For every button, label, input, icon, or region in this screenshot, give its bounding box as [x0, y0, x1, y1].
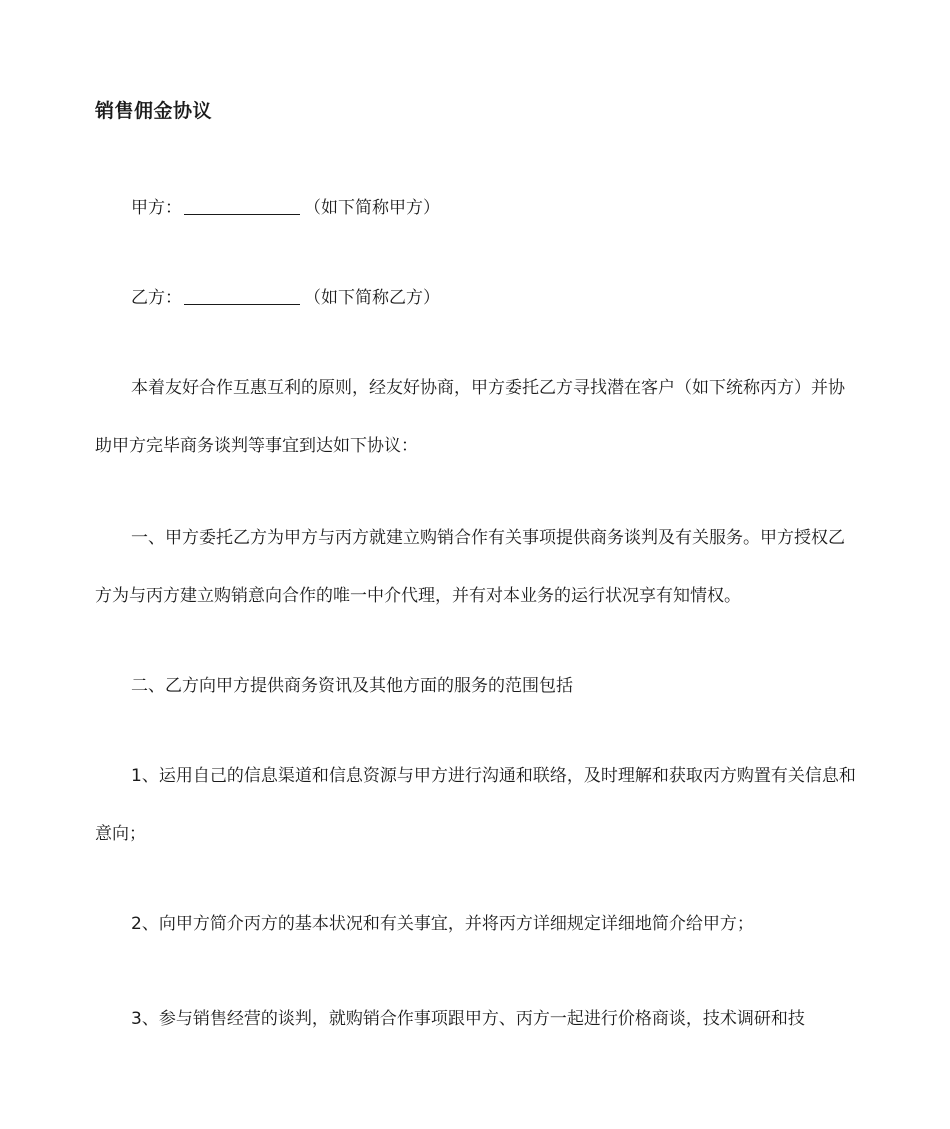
- party-b-label: 乙方：: [131, 288, 182, 308]
- party-a-suffix: （如下简称甲方）: [304, 198, 440, 218]
- party-b-blank-field: [184, 287, 300, 305]
- party-a-line: [95, 179, 859, 237]
- item-1-paragraph: 1、运用自己的信息渠道和信息资源与甲方进行沟通和联络，及时理解和获取丙方购置有关信息和意向；: [95, 766, 856, 844]
- item-3-paragraph: 3、参与销售经营的谈判，就购销合作事项跟甲方、丙方一起进行价格商谈，技术调研和技: [131, 1009, 805, 1029]
- document-title: 销售佣金协议: [95, 100, 213, 122]
- party-a-label: 甲方：: [131, 198, 182, 218]
- item-2-paragraph: 2、向甲方简介丙方的基本状况和有关事宜，并将丙方详细规定详细地简介给甲方；: [131, 914, 754, 934]
- preamble-paragraph: 本着友好合作互惠互利的原则，经友好协商，甲方委托乙方寻找潜在客户（如下统称丙方）并协助甲方完毕商务谈判等事宜到达如下协议：: [95, 378, 845, 456]
- party-a-blank-field: [184, 197, 300, 215]
- party-b-line: [95, 269, 859, 327]
- party-b-suffix: （如下简称乙方）: [304, 288, 440, 308]
- clause-1-paragraph: 一、甲方委托乙方为甲方与丙方就建立购销合作有关事项提供商务谈判及有关服务。甲方授权乙方为与丙方建立购销意向合作的唯一中介代理，并有对本业务的运行状况享有知情权。: [95, 528, 845, 606]
- clause-2-paragraph: 二、乙方向甲方提供商务资讯及其他方面的服务的范围包括: [131, 676, 573, 696]
